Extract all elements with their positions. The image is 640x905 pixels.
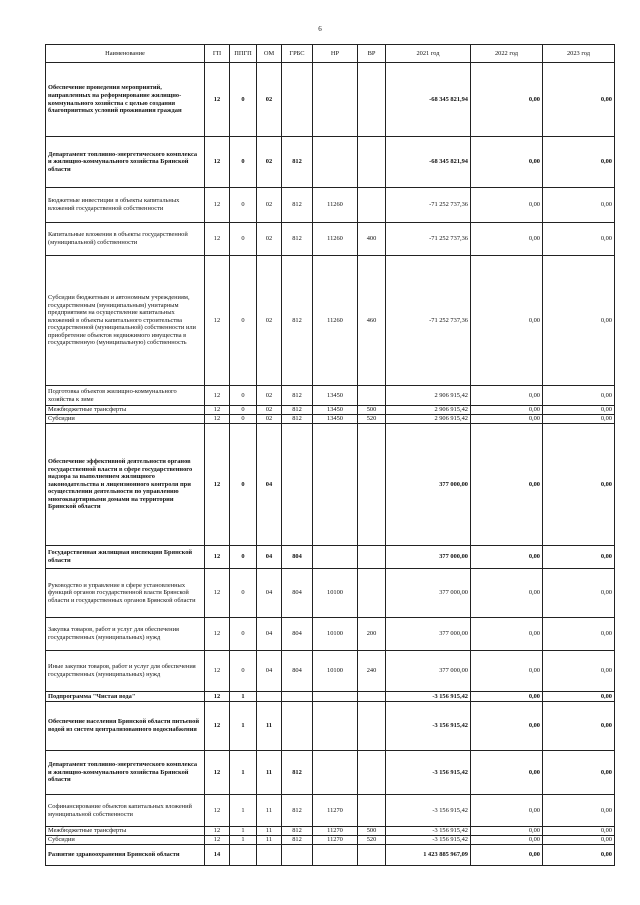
cell-2021: 2 906 915,42: [386, 386, 471, 406]
cell-om: 04: [257, 651, 282, 692]
cell-2023: 0,00: [543, 546, 615, 569]
table-row: [46, 845, 615, 866]
cell-grbs: 812: [282, 386, 313, 406]
cell-nr: 13450: [313, 406, 358, 415]
cell-gp: 12: [205, 618, 230, 651]
cell-2021: -3 156 915,42: [386, 702, 471, 751]
cell-vr: [358, 424, 386, 546]
cell-name: Межбюджетные трансферты: [46, 406, 205, 415]
cell-nr: [313, 546, 358, 569]
cell-nr: 11260: [313, 223, 358, 256]
cell-name: Софинансирование объектов капитальных вложений муниципальной собственности: [46, 795, 205, 827]
cell-nr: [313, 424, 358, 546]
table-row: [46, 424, 615, 546]
cell-gp: 12: [205, 415, 230, 424]
cell-grbs: 804: [282, 651, 313, 692]
table-row: [46, 692, 615, 702]
cell-nr: [313, 692, 358, 702]
cell-grbs: 812: [282, 188, 313, 223]
cell-gp: 12: [205, 827, 230, 836]
cell-2022: 0,00: [471, 569, 543, 618]
cell-om: [257, 845, 282, 866]
table-row: [46, 386, 615, 406]
cell-nr: 11260: [313, 188, 358, 223]
cell-2021: 377 000,00: [386, 618, 471, 651]
cell-gp: 12: [205, 137, 230, 188]
cell-nr: 13450: [313, 386, 358, 406]
cell-ppgp: 1: [230, 702, 257, 751]
cell-nr: [313, 845, 358, 866]
cell-nr: [313, 63, 358, 137]
cell-nr: 10100: [313, 569, 358, 618]
cell-ppgp: 0: [230, 618, 257, 651]
cell-ppgp: 1: [230, 692, 257, 702]
cell-ppgp: 1: [230, 795, 257, 827]
cell-om: 02: [257, 223, 282, 256]
cell-2022: 0,00: [471, 223, 543, 256]
cell-name: Подготовка объектов жилищно-коммунального хозяйства к зиме: [46, 386, 205, 406]
cell-vr: [358, 845, 386, 866]
cell-2021: -68 345 821,94: [386, 137, 471, 188]
cell-ppgp: 1: [230, 836, 257, 845]
cell-ppgp: 1: [230, 751, 257, 795]
cell-om: 11: [257, 827, 282, 836]
cell-name: Бюджетные инвестиции в объекты капитальных вложений государственной собственности: [46, 188, 205, 223]
cell-om: 02: [257, 256, 282, 386]
cell-name: Субсидии: [46, 415, 205, 424]
cell-grbs: 812: [282, 836, 313, 845]
cell-om: 11: [257, 751, 282, 795]
cell-grbs: [282, 702, 313, 751]
column-header-vr: ВР: [358, 45, 386, 63]
cell-vr: 240: [358, 651, 386, 692]
cell-gp: 12: [205, 569, 230, 618]
cell-name: Департамент топливно-энергетического комплекса и жилищно-коммунального хозяйства Брянской области: [46, 137, 205, 188]
cell-vr: [358, 63, 386, 137]
cell-vr: 400: [358, 223, 386, 256]
table-row: [46, 415, 615, 424]
cell-name: Иные закупки товаров, работ и услуг для обеспечения государственных (муниципальных) нужд: [46, 651, 205, 692]
cell-vr: [358, 188, 386, 223]
cell-name: Развитие здравоохранения Брянской области: [46, 845, 205, 866]
table-row: [46, 702, 615, 751]
table-row: [46, 63, 615, 137]
cell-nr: 11270: [313, 827, 358, 836]
cell-2021: -3 156 915,42: [386, 692, 471, 702]
cell-gp: 12: [205, 546, 230, 569]
cell-2022: 0,00: [471, 651, 543, 692]
cell-name: Субсидии бюджетным и автономным учреждениям, государственным (муниципальным) унитарным предприятиям на осуществление капитальных вложений в объекты капитального строительства государственной (муниципальной) собственности или приобретение объектов недвижимого имущества в государственную (муниципальную) собственность: [46, 256, 205, 386]
cell-grbs: 812: [282, 415, 313, 424]
table-row: [46, 569, 615, 618]
cell-om: 04: [257, 546, 282, 569]
cell-2022: 0,00: [471, 795, 543, 827]
cell-nr: [313, 137, 358, 188]
cell-2021: -71 252 737,36: [386, 188, 471, 223]
cell-om: 02: [257, 386, 282, 406]
cell-gp: 12: [205, 424, 230, 546]
table-row: [46, 406, 615, 415]
cell-nr: [313, 751, 358, 795]
cell-2022: 0,00: [471, 406, 543, 415]
column-header-ppgp: ППГП: [230, 45, 257, 63]
cell-grbs: 804: [282, 569, 313, 618]
cell-name: Закупка товаров, работ и услуг для обеспечения государственных (муниципальных) нужд: [46, 618, 205, 651]
cell-2023: 0,00: [543, 424, 615, 546]
cell-gp: 12: [205, 223, 230, 256]
cell-om: 11: [257, 836, 282, 845]
cell-2022: 0,00: [471, 424, 543, 546]
cell-nr: 11260: [313, 256, 358, 386]
cell-2023: 0,00: [543, 406, 615, 415]
cell-vr: [358, 692, 386, 702]
cell-2023: 0,00: [543, 845, 615, 866]
cell-2023: 0,00: [543, 256, 615, 386]
column-header-2021: 2021 год: [386, 45, 471, 63]
cell-vr: [358, 137, 386, 188]
cell-2023: 0,00: [543, 137, 615, 188]
cell-ppgp: 1: [230, 827, 257, 836]
cell-om: 02: [257, 188, 282, 223]
cell-2021: -68 345 821,94: [386, 63, 471, 137]
cell-vr: 520: [358, 415, 386, 424]
cell-2023: 0,00: [543, 618, 615, 651]
cell-vr: 500: [358, 406, 386, 415]
cell-om: [257, 692, 282, 702]
cell-name: Обеспечение населения Брянской области питьевой водой из систем централизованного водоснабжения: [46, 702, 205, 751]
cell-vr: 200: [358, 618, 386, 651]
table-row: [46, 188, 615, 223]
cell-2021: -3 156 915,42: [386, 836, 471, 845]
cell-gp: 12: [205, 406, 230, 415]
cell-ppgp: 0: [230, 256, 257, 386]
cell-name: Капитальные вложения в объекты государственной (муниципальной) собственности: [46, 223, 205, 256]
cell-vr: 460: [358, 256, 386, 386]
cell-ppgp: 0: [230, 569, 257, 618]
cell-grbs: 812: [282, 827, 313, 836]
cell-gp: 12: [205, 256, 230, 386]
cell-ppgp: 0: [230, 63, 257, 137]
cell-2022: 0,00: [471, 827, 543, 836]
cell-2022: 0,00: [471, 836, 543, 845]
cell-2023: 0,00: [543, 692, 615, 702]
cell-ppgp: 0: [230, 188, 257, 223]
cell-2021: 377 000,00: [386, 569, 471, 618]
cell-gp: 12: [205, 702, 230, 751]
table-row: [46, 618, 615, 651]
cell-name: Руководство и управление в сфере установленных функций органов государственной власти Брянской области и государственных органов Брянской области: [46, 569, 205, 618]
cell-om: 02: [257, 63, 282, 137]
cell-vr: [358, 702, 386, 751]
cell-2022: 0,00: [471, 751, 543, 795]
cell-om: 04: [257, 569, 282, 618]
cell-2022: 0,00: [471, 702, 543, 751]
cell-om: 02: [257, 406, 282, 415]
cell-2021: 377 000,00: [386, 651, 471, 692]
cell-name: Обеспечение проведения мероприятий, направленных на реформирование жилищно-коммунального хозяйства с целью создания благоприятных условий проживания граждан: [46, 63, 205, 137]
cell-grbs: 812: [282, 256, 313, 386]
cell-ppgp: 0: [230, 386, 257, 406]
cell-2021: -71 252 737,36: [386, 223, 471, 256]
cell-2021: 377 000,00: [386, 424, 471, 546]
cell-2023: 0,00: [543, 415, 615, 424]
cell-vr: 500: [358, 827, 386, 836]
cell-gp: 12: [205, 692, 230, 702]
cell-2022: 0,00: [471, 618, 543, 651]
cell-vr: [358, 569, 386, 618]
budget-table: [45, 44, 615, 866]
cell-ppgp: [230, 845, 257, 866]
table-row: [46, 256, 615, 386]
cell-2023: 0,00: [543, 827, 615, 836]
cell-name: Государственная жилищная инспекция Брянской области: [46, 546, 205, 569]
cell-nr: 10100: [313, 618, 358, 651]
cell-2022: 0,00: [471, 256, 543, 386]
cell-ppgp: 0: [230, 651, 257, 692]
column-header-2023: 2023 год: [543, 45, 615, 63]
cell-2022: 0,00: [471, 137, 543, 188]
table-row: [46, 827, 615, 836]
cell-gp: 12: [205, 386, 230, 406]
cell-2021: -71 252 737,36: [386, 256, 471, 386]
cell-nr: 13450: [313, 415, 358, 424]
cell-om: 04: [257, 424, 282, 546]
cell-om: 02: [257, 415, 282, 424]
cell-name: Межбюджетные трансферты: [46, 827, 205, 836]
page-number: 6: [318, 25, 322, 33]
cell-grbs: 804: [282, 546, 313, 569]
cell-gp: 14: [205, 845, 230, 866]
cell-2023: 0,00: [543, 569, 615, 618]
column-header-grbs: ГРБС: [282, 45, 313, 63]
column-header-nr: НР: [313, 45, 358, 63]
table-row: [46, 751, 615, 795]
cell-name: Субсидии: [46, 836, 205, 845]
cell-2023: 0,00: [543, 836, 615, 845]
cell-grbs: [282, 63, 313, 137]
cell-2021: 2 906 915,42: [386, 415, 471, 424]
cell-om: 04: [257, 618, 282, 651]
cell-grbs: 812: [282, 751, 313, 795]
cell-nr: 11270: [313, 836, 358, 845]
cell-grbs: [282, 692, 313, 702]
cell-gp: 12: [205, 188, 230, 223]
cell-nr: 10100: [313, 651, 358, 692]
cell-vr: 520: [358, 836, 386, 845]
cell-2022: 0,00: [471, 386, 543, 406]
cell-ppgp: 0: [230, 424, 257, 546]
cell-om: 02: [257, 137, 282, 188]
cell-2023: 0,00: [543, 702, 615, 751]
cell-name: Подпрограмма "Чистая вода": [46, 692, 205, 702]
cell-grbs: 812: [282, 406, 313, 415]
cell-2023: 0,00: [543, 223, 615, 256]
cell-2022: 0,00: [471, 63, 543, 137]
table-row: [46, 795, 615, 827]
cell-2022: 0,00: [471, 415, 543, 424]
cell-2023: 0,00: [543, 188, 615, 223]
cell-ppgp: 0: [230, 406, 257, 415]
table-header-row: [46, 45, 615, 63]
cell-grbs: 812: [282, 137, 313, 188]
cell-vr: [358, 751, 386, 795]
cell-2023: 0,00: [543, 751, 615, 795]
cell-2021: -3 156 915,42: [386, 795, 471, 827]
cell-gp: 12: [205, 836, 230, 845]
cell-2022: 0,00: [471, 188, 543, 223]
cell-2021: -3 156 915,42: [386, 751, 471, 795]
table-row: [46, 836, 615, 845]
cell-grbs: [282, 424, 313, 546]
table-body: [46, 63, 615, 866]
cell-ppgp: 0: [230, 223, 257, 256]
cell-grbs: 812: [282, 795, 313, 827]
column-header-2022: 2022 год: [471, 45, 543, 63]
cell-grbs: 812: [282, 223, 313, 256]
cell-om: 11: [257, 702, 282, 751]
table-row: [46, 223, 615, 256]
cell-nr: 11270: [313, 795, 358, 827]
cell-2023: 0,00: [543, 651, 615, 692]
cell-2023: 0,00: [543, 386, 615, 406]
cell-gp: 12: [205, 751, 230, 795]
cell-name: Департамент топливно-энергетического комплекса и жилищно-коммунального хозяйства Брянской области: [46, 751, 205, 795]
cell-2021: 2 906 915,42: [386, 406, 471, 415]
table-row: [46, 137, 615, 188]
column-header-om: ОМ: [257, 45, 282, 63]
cell-2022: 0,00: [471, 845, 543, 866]
cell-grbs: [282, 845, 313, 866]
cell-ppgp: 0: [230, 137, 257, 188]
table-row: [46, 651, 615, 692]
column-header-name: Наименование: [46, 45, 205, 63]
cell-2021: 377 000,00: [386, 546, 471, 569]
column-header-gp: ГП: [205, 45, 230, 63]
cell-name: Обеспечение эффективной деятельности органов государственной власти в сфере государственного надзора за выполнением жилищного законодательства и лицензионного контроля при осуществлении деятельности по управлению многоквартирными домами на территории Брянской области: [46, 424, 205, 546]
cell-gp: 12: [205, 795, 230, 827]
cell-2022: 0,00: [471, 692, 543, 702]
cell-2021: -3 156 915,42: [386, 827, 471, 836]
cell-vr: [358, 386, 386, 406]
cell-2023: 0,00: [543, 63, 615, 137]
cell-vr: [358, 546, 386, 569]
table-row: [46, 546, 615, 569]
cell-2022: 0,00: [471, 546, 543, 569]
cell-2023: 0,00: [543, 795, 615, 827]
cell-gp: 12: [205, 63, 230, 137]
cell-grbs: 804: [282, 618, 313, 651]
cell-vr: [358, 795, 386, 827]
cell-gp: 12: [205, 651, 230, 692]
cell-nr: [313, 702, 358, 751]
cell-om: 11: [257, 795, 282, 827]
cell-2021: 1 423 885 967,09: [386, 845, 471, 866]
cell-ppgp: 0: [230, 415, 257, 424]
cell-ppgp: 0: [230, 546, 257, 569]
